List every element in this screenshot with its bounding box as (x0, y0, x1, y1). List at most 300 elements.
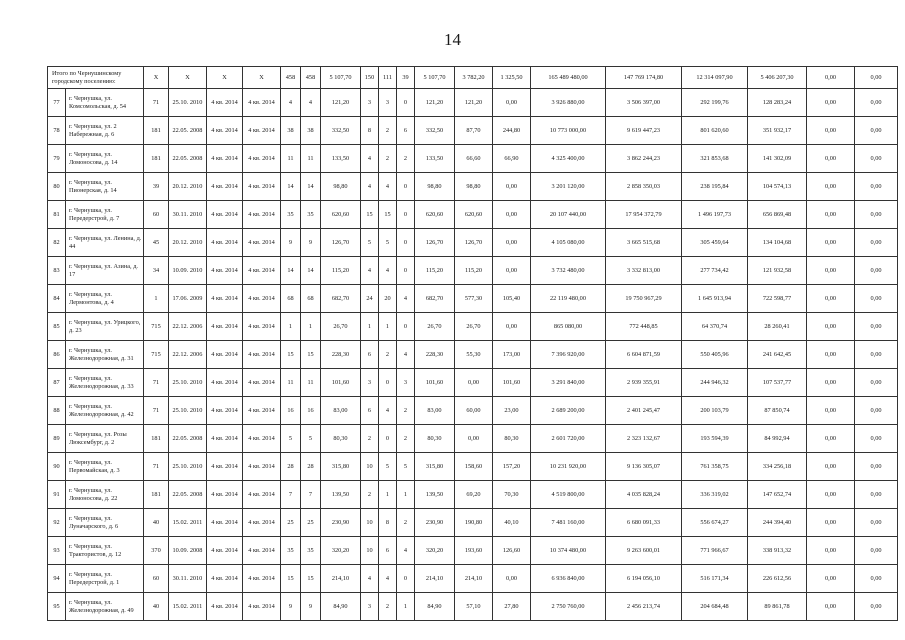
table-cell: 4 кв. 2014 (243, 229, 281, 257)
table-cell: 332,50 (321, 117, 361, 145)
table-cell: 121,20 (455, 89, 493, 117)
table-cell: 6 936 840,00 (531, 565, 606, 593)
table-cell: 0,00 (493, 257, 531, 285)
address-cell: г. Чернушка, ул. Ломоносова, д. 14 (66, 145, 144, 173)
total-cell: 150 (361, 67, 379, 89)
table-row (48, 145, 898, 173)
table-cell: 84 992,94 (748, 425, 807, 453)
table-cell: 60 (144, 201, 169, 229)
table-cell: 89 861,78 (748, 593, 807, 621)
table-cell: 10.09. 2008 (169, 537, 207, 565)
table-cell: 4 кв. 2014 (243, 313, 281, 341)
table-cell: 0,00 (807, 481, 855, 509)
table-cell: 4 105 080,00 (531, 229, 606, 257)
table-row (48, 593, 898, 621)
table-cell: 133,50 (415, 145, 455, 173)
table-cell: 27,80 (493, 593, 531, 621)
table-cell: 2 (379, 117, 397, 145)
table-cell: 4 кв. 2014 (207, 593, 243, 621)
table-cell: 4 035 828,24 (606, 481, 682, 509)
table-cell: 6 680 091,33 (606, 509, 682, 537)
table-cell: 4 кв. 2014 (207, 509, 243, 537)
row-number: 93 (48, 537, 66, 565)
table-cell: 214,10 (321, 565, 361, 593)
table-cell: 2 (379, 145, 397, 173)
table-cell: 1 (361, 313, 379, 341)
table-cell: 0,00 (855, 257, 898, 285)
table-cell: 35 (301, 537, 321, 565)
table-cell: 7 (281, 481, 301, 509)
table-cell: 84,90 (321, 593, 361, 621)
table-cell: 241 642,45 (748, 341, 807, 369)
table-cell: 139,50 (321, 481, 361, 509)
table-cell: 4 (397, 285, 415, 313)
table-row (48, 341, 898, 369)
total-cell: 1 325,50 (493, 67, 531, 89)
table-cell: 4 (379, 565, 397, 593)
table-cell: 158,60 (455, 453, 493, 481)
table-cell: 1 496 197,73 (682, 201, 748, 229)
table-cell: 4 (281, 89, 301, 117)
table-cell: 4 кв. 2014 (207, 341, 243, 369)
table-cell: 0,00 (807, 173, 855, 201)
table-cell: 0,00 (807, 565, 855, 593)
address-cell: г. Чернушка, ул. Азина, д. 17 (66, 257, 144, 285)
table-cell: 4 (301, 89, 321, 117)
table-row (48, 481, 898, 509)
table-cell: 0,00 (455, 425, 493, 453)
table-cell: 115,20 (321, 257, 361, 285)
address-cell: г. Чернушка, ул. Ленина, д. 44 (66, 229, 144, 257)
table-cell: 16 (301, 397, 321, 425)
table-cell: 10 (361, 453, 379, 481)
table-cell: 5 (379, 229, 397, 257)
total-cell: 3 782,20 (455, 67, 493, 89)
table-cell: 10 (361, 537, 379, 565)
table-cell: 39 (144, 173, 169, 201)
table-row (48, 369, 898, 397)
table-cell: 0,00 (807, 201, 855, 229)
table-cell: 226 612,56 (748, 565, 807, 593)
table-cell: 4 кв. 2014 (207, 117, 243, 145)
table-cell: 0 (397, 201, 415, 229)
table-cell: 40 (144, 593, 169, 621)
table-cell: 4 (379, 257, 397, 285)
address-cell: г. Чернушка, ул. Комсомольская, д. 54 (66, 89, 144, 117)
table-cell: 147 652,74 (748, 481, 807, 509)
table-cell: 115,20 (455, 257, 493, 285)
table-cell: 9 136 305,07 (606, 453, 682, 481)
table-cell: 7 396 920,00 (531, 341, 606, 369)
table-cell: 25.10. 2010 (169, 89, 207, 117)
table-cell: 20 (379, 285, 397, 313)
table-cell: 4 кв. 2014 (207, 173, 243, 201)
table-cell: 4 кв. 2014 (207, 537, 243, 565)
table-cell: 71 (144, 453, 169, 481)
table-cell: 6 194 056,10 (606, 565, 682, 593)
table-cell: 4 кв. 2014 (243, 397, 281, 425)
table-cell: 2 401 245,47 (606, 397, 682, 425)
table-cell: 204 684,48 (682, 593, 748, 621)
table-cell: 126,70 (415, 229, 455, 257)
table-cell: 865 080,00 (531, 313, 606, 341)
table-cell: 6 604 871,59 (606, 341, 682, 369)
table-cell: 26,70 (415, 313, 455, 341)
table-cell: 22.12. 2006 (169, 313, 207, 341)
row-number: 84 (48, 285, 66, 313)
table-cell: 11 (281, 369, 301, 397)
table-cell: 80,30 (321, 425, 361, 453)
table-cell: 98,80 (415, 173, 455, 201)
row-number: 85 (48, 313, 66, 341)
total-cell: 12 314 097,90 (682, 67, 748, 89)
table-cell: 4 (361, 145, 379, 173)
table-cell: 15.02. 2011 (169, 593, 207, 621)
table-cell: 4 кв. 2014 (243, 453, 281, 481)
address-cell: г. Чернушка, ул. Передерстрой, д. 7 (66, 201, 144, 229)
total-cell: 5 107,70 (415, 67, 455, 89)
table-cell: 40,10 (493, 509, 531, 537)
table-row (48, 229, 898, 257)
table-cell: 516 171,34 (682, 565, 748, 593)
table-cell: 0,00 (855, 229, 898, 257)
table-cell: 66,60 (455, 145, 493, 173)
table-cell: 68 (281, 285, 301, 313)
total-cell: 0,00 (855, 67, 898, 89)
table-cell: 338 913,32 (748, 537, 807, 565)
table-cell: 11 (301, 145, 321, 173)
table-cell: 7 481 160,00 (531, 509, 606, 537)
table-cell: 193 594,39 (682, 425, 748, 453)
table-cell: 0,00 (855, 173, 898, 201)
table-cell: 5 (379, 453, 397, 481)
table-cell: 105,40 (493, 285, 531, 313)
table-cell: 305 459,64 (682, 229, 748, 257)
table-cell: 550 405,96 (682, 341, 748, 369)
table-cell: 0,00 (807, 285, 855, 313)
table-cell: 190,80 (455, 509, 493, 537)
table-cell: 230,90 (321, 509, 361, 537)
address-cell: г. Чернушка, ул. Розы Люксембург, д. 2 (66, 425, 144, 453)
table-cell: 0,00 (807, 145, 855, 173)
table-cell: 370 (144, 537, 169, 565)
total-cell: 147 769 174,80 (606, 67, 682, 89)
table-row (48, 537, 898, 565)
table-cell: 4 кв. 2014 (207, 453, 243, 481)
table-cell: 228,30 (415, 341, 455, 369)
table-cell: 0 (397, 565, 415, 593)
table-cell: 15 (281, 341, 301, 369)
table-cell: 0,00 (855, 593, 898, 621)
table-cell: 0,00 (455, 369, 493, 397)
table-cell: 19 750 967,29 (606, 285, 682, 313)
table-cell: 1 (397, 481, 415, 509)
table-cell: 121,20 (321, 89, 361, 117)
table-cell: 10 773 000,00 (531, 117, 606, 145)
table-cell: 5 (397, 453, 415, 481)
table-cell: 80,30 (415, 425, 455, 453)
table-cell: 3 (397, 369, 415, 397)
table-cell: 3 (379, 89, 397, 117)
table-cell: 715 (144, 313, 169, 341)
row-number: 87 (48, 369, 66, 397)
table-cell: 121 932,58 (748, 257, 807, 285)
table-cell: 181 (144, 145, 169, 173)
total-cell: 5 107,70 (321, 67, 361, 89)
row-number: 90 (48, 453, 66, 481)
table-cell: 16 (281, 397, 301, 425)
table-cell: 0,00 (493, 89, 531, 117)
table-cell: 83,00 (415, 397, 455, 425)
total-cell: X (243, 67, 281, 89)
table-cell: 9 (281, 593, 301, 621)
table-cell: 55,30 (455, 341, 493, 369)
table-cell: 2 (361, 481, 379, 509)
table-cell: 761 358,75 (682, 453, 748, 481)
table-cell: 1 (144, 285, 169, 313)
table-cell: 292 199,76 (682, 89, 748, 117)
table-cell: 315,80 (321, 453, 361, 481)
table-cell: 0,00 (807, 89, 855, 117)
table-cell: 64 370,74 (682, 313, 748, 341)
table-cell: 0 (397, 173, 415, 201)
table-cell: 193,60 (455, 537, 493, 565)
row-number: 91 (48, 481, 66, 509)
table-cell: 181 (144, 117, 169, 145)
row-number: 86 (48, 341, 66, 369)
table-cell: 20.12. 2010 (169, 173, 207, 201)
table-cell: 4 (361, 565, 379, 593)
table-cell: 40 (144, 509, 169, 537)
table-cell: 577,30 (455, 285, 493, 313)
table-cell: 84,90 (415, 593, 455, 621)
table-cell: 28 (301, 453, 321, 481)
table-cell: 2 (397, 145, 415, 173)
table-cell: 3 665 515,68 (606, 229, 682, 257)
table-cell: 238 195,84 (682, 173, 748, 201)
table-cell: 104 574,13 (748, 173, 807, 201)
address-cell: г. Чернушка, ул. Трактористов, д. 12 (66, 537, 144, 565)
table-row (48, 117, 898, 145)
table-cell: 1 645 913,94 (682, 285, 748, 313)
table-cell: 0,00 (493, 565, 531, 593)
table-cell: 2 (361, 425, 379, 453)
table-cell: 4 325 400,00 (531, 145, 606, 173)
table-cell: 0,00 (493, 173, 531, 201)
table-cell: 4 кв. 2014 (243, 89, 281, 117)
table-cell: 0 (397, 229, 415, 257)
table-cell: 6 (379, 537, 397, 565)
table-cell: 35 (301, 201, 321, 229)
table-cell: 0,00 (807, 369, 855, 397)
table-cell: 4 кв. 2014 (243, 565, 281, 593)
table-cell: 38 (281, 117, 301, 145)
table-cell: 98,80 (455, 173, 493, 201)
table-cell: 139,50 (415, 481, 455, 509)
table-cell: 4 кв. 2014 (243, 369, 281, 397)
table-cell: 682,70 (415, 285, 455, 313)
table-row (48, 313, 898, 341)
table-cell: 134 104,68 (748, 229, 807, 257)
table-cell: 126,60 (493, 537, 531, 565)
table-cell: 620,60 (415, 201, 455, 229)
table-cell: 0 (397, 89, 415, 117)
table-cell: 83,00 (321, 397, 361, 425)
table-cell: 60,00 (455, 397, 493, 425)
table-cell: 0,00 (493, 313, 531, 341)
table-cell: 682,70 (321, 285, 361, 313)
table-cell: 556 674,27 (682, 509, 748, 537)
total-row (48, 67, 898, 89)
row-number: 78 (48, 117, 66, 145)
table-cell: 3 862 244,23 (606, 145, 682, 173)
table-cell: 15 (301, 565, 321, 593)
row-number: 89 (48, 425, 66, 453)
table-cell: 2 323 132,67 (606, 425, 682, 453)
table-cell: 17.06. 2009 (169, 285, 207, 313)
table-cell: 0,00 (855, 369, 898, 397)
table-cell: 772 448,85 (606, 313, 682, 341)
table-cell: 2 (397, 509, 415, 537)
table-cell: 4 кв. 2014 (243, 173, 281, 201)
table-cell: 10 374 480,00 (531, 537, 606, 565)
table-cell: 14 (281, 257, 301, 285)
table-cell: 22.05. 2008 (169, 145, 207, 173)
table-cell: 214,10 (415, 565, 455, 593)
table-cell: 101,60 (493, 369, 531, 397)
table-cell: 1 (397, 593, 415, 621)
table-cell: 9 619 447,23 (606, 117, 682, 145)
table-cell: 0,00 (807, 341, 855, 369)
table-cell: 8 (361, 117, 379, 145)
table-cell: 71 (144, 89, 169, 117)
table-cell: 107 537,77 (748, 369, 807, 397)
table-cell: 25 (301, 509, 321, 537)
table-cell: 620,60 (455, 201, 493, 229)
table-cell: 5 (361, 229, 379, 257)
table-cell: 0,00 (855, 145, 898, 173)
row-number: 81 (48, 201, 66, 229)
table-cell: 35 (281, 201, 301, 229)
table-cell: 6 (361, 397, 379, 425)
table-cell: 28 260,41 (748, 313, 807, 341)
table-cell: 801 620,60 (682, 117, 748, 145)
table-cell: 0 (397, 313, 415, 341)
table-cell: 9 (301, 229, 321, 257)
table-cell: 4 кв. 2014 (207, 89, 243, 117)
table-cell: 2 (397, 397, 415, 425)
table-cell: 3 291 840,00 (531, 369, 606, 397)
table-cell: 320,20 (415, 537, 455, 565)
table-row (48, 565, 898, 593)
table-cell: 80,30 (493, 425, 531, 453)
table-cell: 121,20 (415, 89, 455, 117)
table-cell: 0,00 (855, 313, 898, 341)
table-cell: 25.10. 2010 (169, 453, 207, 481)
table-cell: 3 (361, 89, 379, 117)
table-cell: 4 кв. 2014 (243, 341, 281, 369)
address-cell: г. Чернушка, ул. Луначарского, д. 6 (66, 509, 144, 537)
table-cell: 3 732 480,00 (531, 257, 606, 285)
table-cell: 26,70 (321, 313, 361, 341)
table-cell: 0,00 (855, 89, 898, 117)
table-cell: 30.11. 2010 (169, 201, 207, 229)
table-cell: 0,00 (855, 285, 898, 313)
table-row (48, 285, 898, 313)
table-cell: 0,00 (855, 453, 898, 481)
table-cell: 230,90 (415, 509, 455, 537)
table-cell: 66,90 (493, 145, 531, 173)
total-cell: 0,00 (807, 67, 855, 89)
table-cell: 715 (144, 341, 169, 369)
table-cell: 115,20 (415, 257, 455, 285)
table-cell: 4 (361, 173, 379, 201)
table-cell: 3 332 813,00 (606, 257, 682, 285)
table-cell: 0 (379, 369, 397, 397)
table-cell: 656 869,48 (748, 201, 807, 229)
table-cell: 9 (281, 229, 301, 257)
table-cell: 25.10. 2010 (169, 397, 207, 425)
table-cell: 321 853,68 (682, 145, 748, 173)
table-cell: 2 (379, 593, 397, 621)
table-cell: 4 (397, 537, 415, 565)
table-row (48, 173, 898, 201)
table-cell: 200 103,79 (682, 397, 748, 425)
table-cell: 10.09. 2010 (169, 257, 207, 285)
table-cell: 320,20 (321, 537, 361, 565)
table-cell: 4 (397, 341, 415, 369)
table-cell: 4 кв. 2014 (243, 481, 281, 509)
address-cell: г. Чернушка, ул. Ломоносова, д. 22 (66, 481, 144, 509)
table-cell: 332,50 (415, 117, 455, 145)
table-cell: 3 926 880,00 (531, 89, 606, 117)
address-cell: г. Чернушка, ул. Лермонтова, д. 4 (66, 285, 144, 313)
table-cell: 0,00 (855, 341, 898, 369)
table-cell: 0 (397, 257, 415, 285)
table-cell: 228,30 (321, 341, 361, 369)
table-cell: 0,00 (807, 229, 855, 257)
table-cell: 22.12. 2006 (169, 341, 207, 369)
table-cell: 0,00 (855, 509, 898, 537)
table-cell: 4 519 800,00 (531, 481, 606, 509)
table-cell: 4 кв. 2014 (207, 565, 243, 593)
address-cell: г. Чернушка, ул. Железнодорожная, д. 42 (66, 397, 144, 425)
table-cell: 15 (281, 565, 301, 593)
table-cell: 0,00 (855, 425, 898, 453)
table-cell: 2 (397, 425, 415, 453)
total-label: Итого по Чернушинскому городскому поселению: (48, 67, 144, 89)
table-cell: 15 (361, 201, 379, 229)
table-cell: 22 119 480,00 (531, 285, 606, 313)
table-cell: 2 750 760,00 (531, 593, 606, 621)
table-cell: 4 кв. 2014 (243, 593, 281, 621)
table-cell: 6 (397, 117, 415, 145)
table-cell: 2 601 720,00 (531, 425, 606, 453)
table-cell: 336 319,02 (682, 481, 748, 509)
table-cell: 4 кв. 2014 (243, 145, 281, 173)
table-cell: 1 (301, 313, 321, 341)
table-cell: 30.11. 2010 (169, 565, 207, 593)
table-cell: 0,00 (807, 509, 855, 537)
table-cell: 14 (281, 173, 301, 201)
table-cell: 0,00 (807, 257, 855, 285)
table-cell: 35 (281, 537, 301, 565)
table-cell: 4 кв. 2014 (207, 229, 243, 257)
table-cell: 20 107 440,00 (531, 201, 606, 229)
table-cell: 28 (281, 453, 301, 481)
address-cell: г. Чернушка, ул. Железнодорожная, д. 33 (66, 369, 144, 397)
table-cell: 87 850,74 (748, 397, 807, 425)
